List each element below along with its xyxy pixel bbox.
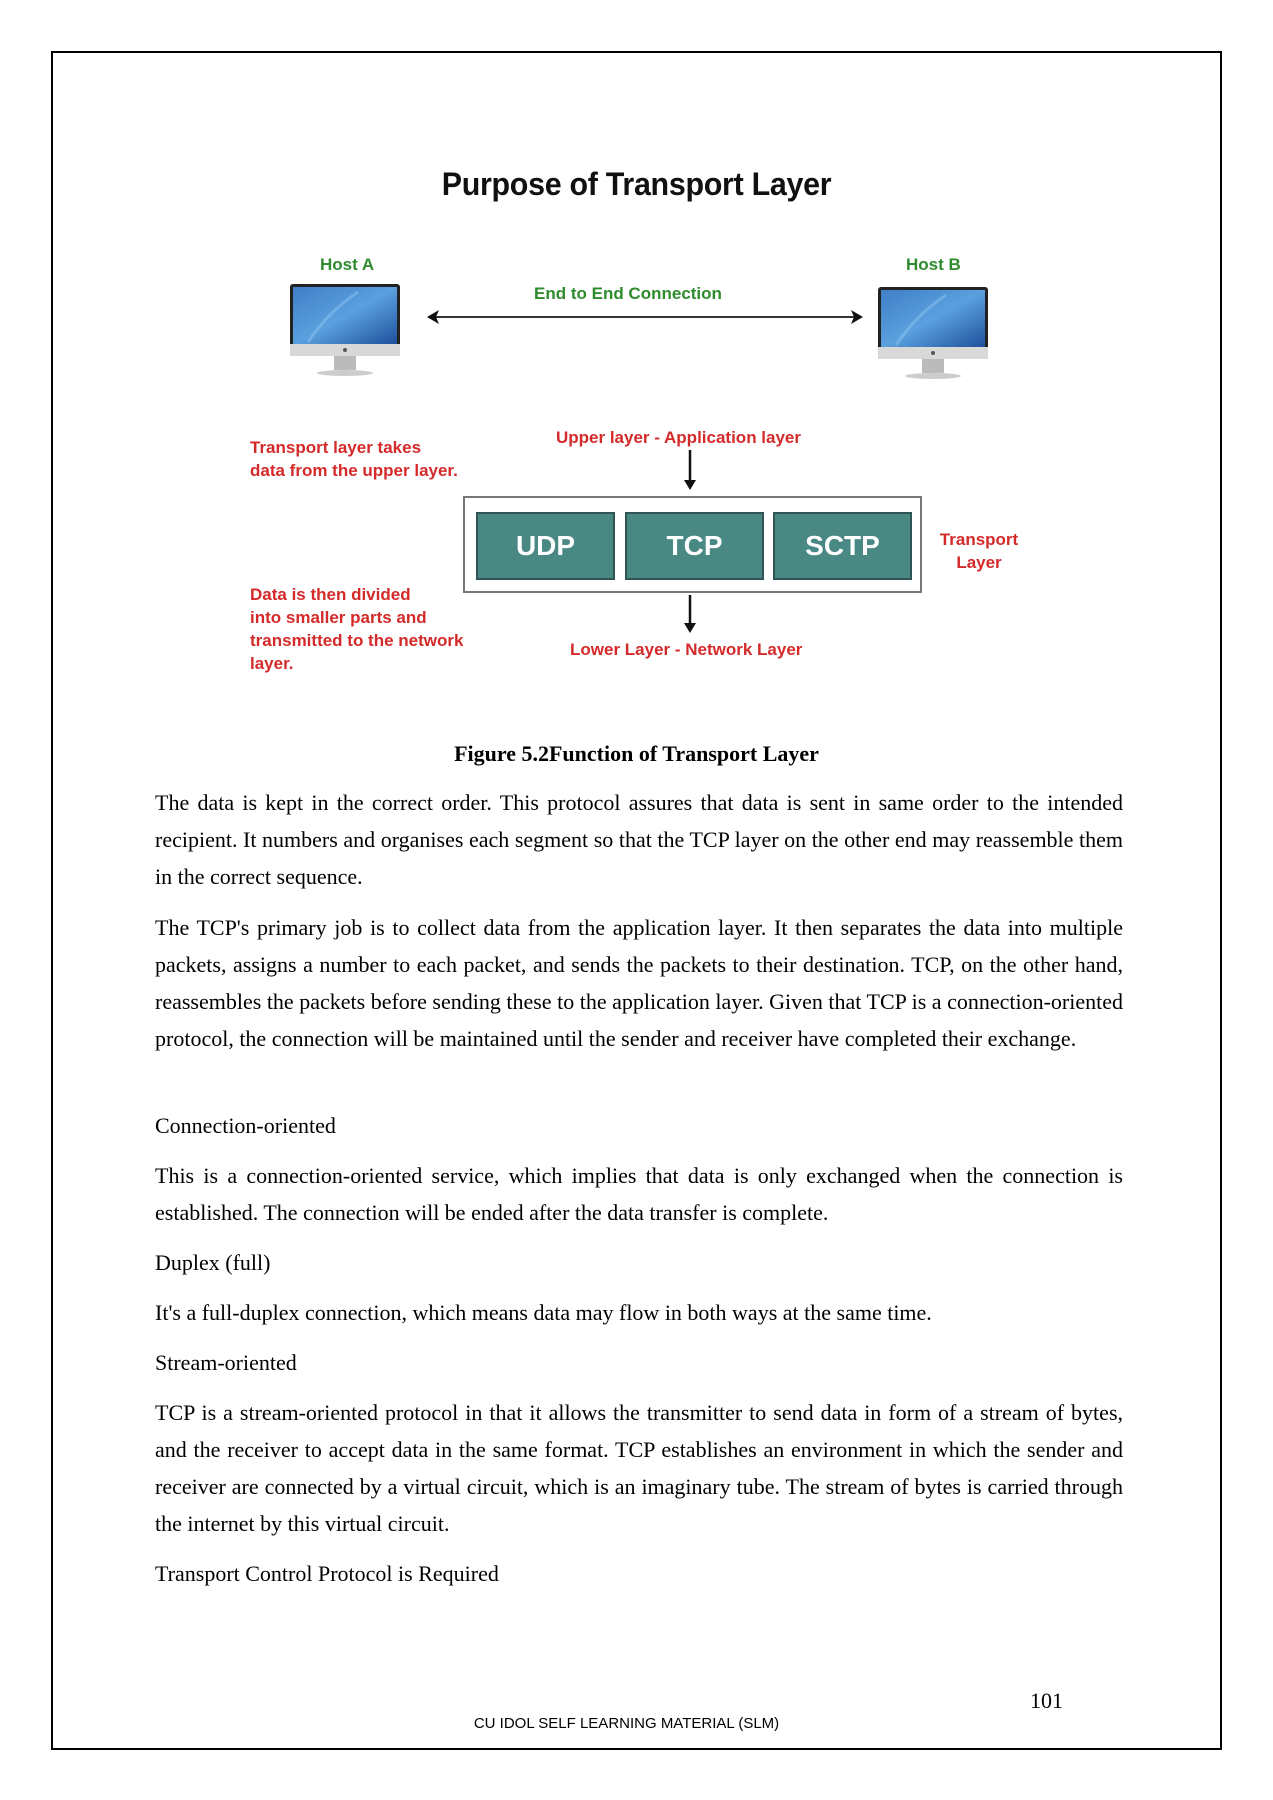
page-number: 101 [1030, 1688, 1063, 1713]
down-arrow-icon [682, 595, 698, 637]
paragraph: The TCP's primary job is to collect data from the application layer. It then separates the data into multiple packets, assigns a number to each packet, and sends the packets to their destination. TCP, on the other hand, reassembles the packets before sending these to the application layer. Given that TCP is a connection-oriented protocol, the connection will be maintained until the sender and receiver have completed their exchange. [155, 915, 1123, 1051]
host-a-label: Host A [320, 255, 375, 274]
section-heading: Transport Control Protocol is Required [155, 1561, 499, 1586]
down-arrow-icon [682, 450, 698, 492]
protocol-udp: UDP [476, 512, 615, 580]
protocol-tcp: TCP [625, 512, 764, 580]
end-to-end-label: End to End Connection [534, 284, 722, 303]
transport-layer-box [463, 496, 922, 593]
computer-monitor-icon [876, 285, 990, 385]
note-top: Transport layer takes data from the upper layer. [250, 438, 458, 480]
figure-title: Purpose of Transport Layer [441, 166, 832, 202]
computer-monitor-icon [288, 282, 402, 382]
figure-caption: Figure 5.2Function of Transport Layer [454, 741, 819, 766]
lower-layer-label: Lower Layer - Network Layer [570, 640, 803, 659]
note-bottom: Data is then divided into smaller parts and transmitted to the network layer. [250, 585, 464, 673]
footer-publication: CU IDOL SELF LEARNING MATERIAL (SLM) [473, 1715, 780, 1732]
transport-layer-figure [0, 0, 1273, 700]
section-heading: Stream-oriented [155, 1350, 297, 1375]
paragraph: This is a connection-oriented service, which implies that data is only exchanged when the connection is established. The connection will be ended after the data transfer is complete. [155, 1163, 1123, 1225]
section-heading: Connection-oriented [155, 1113, 336, 1138]
host-b-label: Host B [906, 255, 961, 274]
paragraph: TCP is a stream-oriented protocol in that it allows the transmitter to send data in form of a stream of bytes, and the receiver to accept data in the same format. TCP establishes an environment in which the sender and receiver are connected by a virtual circuit, which is an imaginary tube. The stream of bytes is carried through the internet by this virtual circuit. [155, 1400, 1123, 1536]
double-arrow-icon [425, 305, 865, 329]
protocol-sctp: SCTP [773, 512, 912, 580]
paragraph: The data is kept in the correct order. This protocol assures that data is sent in same order to the intended recipient. It numbers and organises each segment so that the TCP layer on the other end may reassemble them in the correct sequence. [155, 790, 1123, 889]
paragraph: It's a full-duplex connection, which means data may flow in both ways at the same time. [155, 1300, 932, 1325]
section-heading: Duplex (full) [155, 1250, 271, 1275]
upper-layer-label: Upper layer - Application layer [556, 428, 801, 447]
transport-layer-label: Transport Layer [939, 530, 1019, 572]
